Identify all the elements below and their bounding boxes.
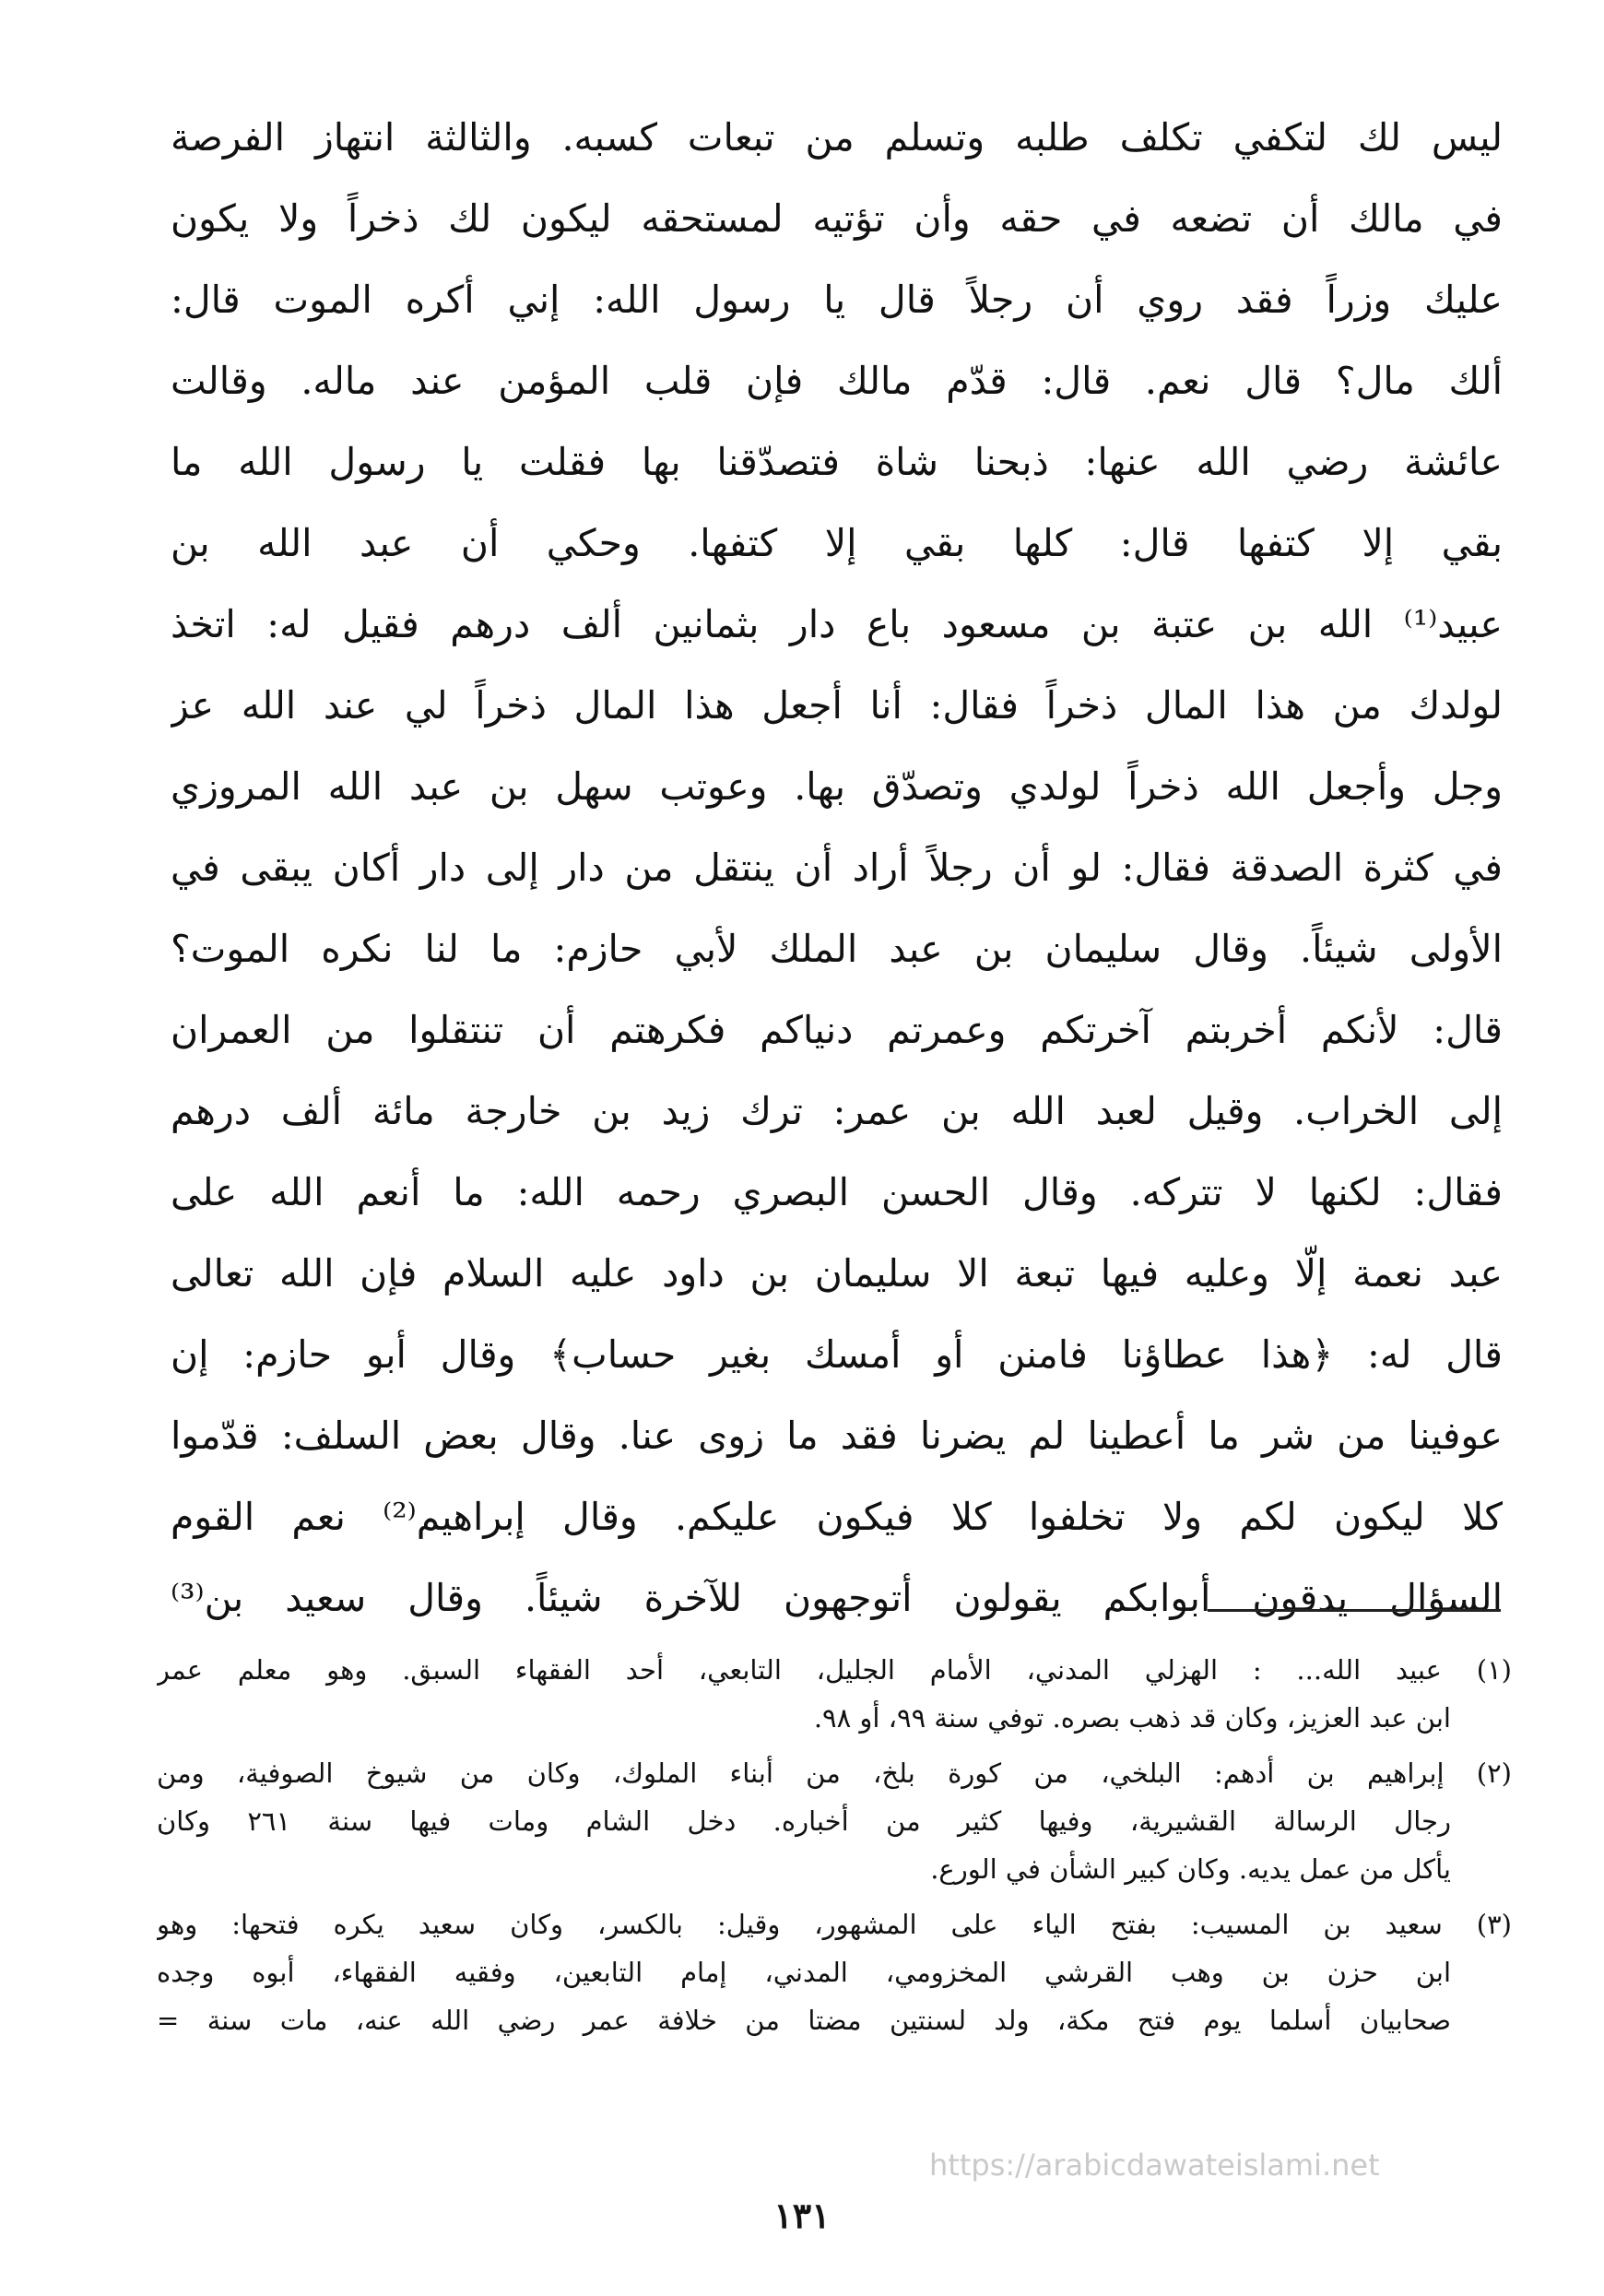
- footnote-line: رجال الرسالة القشيرية، وفيها كثير من أخباره. دخل الشام ومات فيها سنة ٢٦١ وكان: [157, 1805, 1451, 1837]
- body-line: كلا ليكون لكم ولا تخلفوا كلا فيكون عليكم. وقال إبراهيم⁽²⁾ نعم القوم: [171, 1495, 1503, 1539]
- footnote-3: [157, 1900, 1512, 2044]
- footnote-line: (١) عبيد الله... : الهزلي المدني، الأمام الجليل، التابعي، أحد الفقهاء السبق. وهو معلم عمر: [157, 1654, 1512, 1686]
- watermark-url: https://arabicdawateislami.net: [929, 2148, 1380, 2183]
- footnote-line: يأكل من عمل يديه. وكان كبير الشأن في الورع.: [930, 1853, 1451, 1885]
- footnote-1: [157, 1646, 1512, 1742]
- footnote-line: ابن عبد العزيز، وكان قد ذهب بصره. توفي سنة ٩٩، أو ٩٨.: [813, 1702, 1451, 1734]
- body-line: عوفينا من شر ما أعطينا لم يضرنا فقد ما زوى عنا. وقال بعض السلف: قدّموا: [171, 1414, 1503, 1458]
- footnote-line: (٣) سعيد بن المسيب: بفتح الياء على المشهور، وقيل: بالكسر، وكان سعيد يكره فتحها: وهو: [157, 1909, 1512, 1940]
- body-line: الأولى شيئاً. وقال سليمان بن عبد الملك لأبي حازم: ما لنا نكره الموت؟: [171, 927, 1503, 971]
- body-line: قال: لأنكم أخربتم آخرتكم وعمرتم دنياكم فكرهتم أن تنتقلوا من العمران: [171, 1008, 1503, 1052]
- body-line: فقال: لكنها لا تتركه. وقال الحسن البصري رحمه الله: ما أنعم الله على: [171, 1170, 1503, 1214]
- body-line: في مالك أن تضعه في حقه وأن تؤتيه لمستحقه ليكون لك ذخراً ولا يكون: [171, 196, 1503, 241]
- body-line: بقي إلا كتفها قال: كلها بقي إلا كتفها. وحكي أن عبد الله بن: [171, 521, 1503, 565]
- page-number: ١٣١: [773, 2195, 831, 2236]
- footnote-line: (٢) إبراهيم بن أدهم: البلخي، من كورة بلخ، من أبناء الملوك، وكان من شيوخ الصوفية، ومن: [157, 1758, 1512, 1789]
- footnotes: [157, 1646, 1512, 2052]
- body-line: عبد نعمة إلّا وعليه فيها تبعة الا سليمان بن داود عليه السلام فإن الله تعالى: [171, 1251, 1503, 1296]
- body-line: ليس لك لتكفي تكلف طلبه وتسلم من تبعات كسبه. والثالثة انتهاز الفرصة: [171, 115, 1503, 160]
- body-line: في كثرة الصدقة فقال: لو أن رجلاً أراد أن ينتقل من دار إلى دار أكان يبقى في: [171, 846, 1503, 890]
- body-line: عبيد⁽¹⁾ الله بن عتبة بن مسعود باع دار بثمانين ألف درهم فقيل له: اتخذ: [171, 602, 1503, 646]
- main-text-block: [171, 97, 1503, 1639]
- footnote-divider: [1208, 1609, 1501, 1612]
- footnote-line: ابن حزن بن وهب القرشي المخزومي، المدني، إمام التابعين، وفقيه الفقهاء، أبوه وجده: [157, 1957, 1451, 1988]
- footnote-2: [157, 1749, 1512, 1893]
- body-line: إلى الخراب. وقيل لعبد الله بن عمر: ترك زيد بن خارجة مائة ألف درهم: [171, 1089, 1503, 1133]
- body-line: عليك وزراً فقد روي أن رجلاً قال يا رسول الله: إني أكره الموت قال:: [171, 278, 1503, 322]
- body-line: قال له: ﴿هذا عطاؤنا فامنن أو أمسك بغير حساب﴾ وقال أبو حازم: إن: [171, 1332, 1503, 1377]
- body-line: عائشة رضي الله عنها: ذبحنا شاة فتصدّقنا بها فقلت يا رسول الله ما: [171, 440, 1503, 484]
- body-line: لولدك من هذا المال ذخراً فقال: أنا أجعل هذا المال ذخراً لي عند الله عز: [171, 683, 1503, 728]
- body-line: ألك مال؟ قال نعم. قال: قدّم مالك فإن قلب المؤمن عند ماله. وقالت: [171, 359, 1503, 403]
- body-line: وجل وأجعل الله ذخراً لولدي وتصدّق بها. وعوتب سهل بن عبد الله المروزي: [171, 764, 1503, 809]
- footnote-line: صحابيان أسلما يوم فتح مكة، ولد لسنتين مضتا من خلافة عمر رضي الله عنه، مات سنة =: [157, 2005, 1451, 2036]
- body-line: السؤال يدقون أبوابكم يقولون أتوجهون للآخرة شيئاً. وقال سعيد بن⁽³⁾: [171, 1576, 1503, 1620]
